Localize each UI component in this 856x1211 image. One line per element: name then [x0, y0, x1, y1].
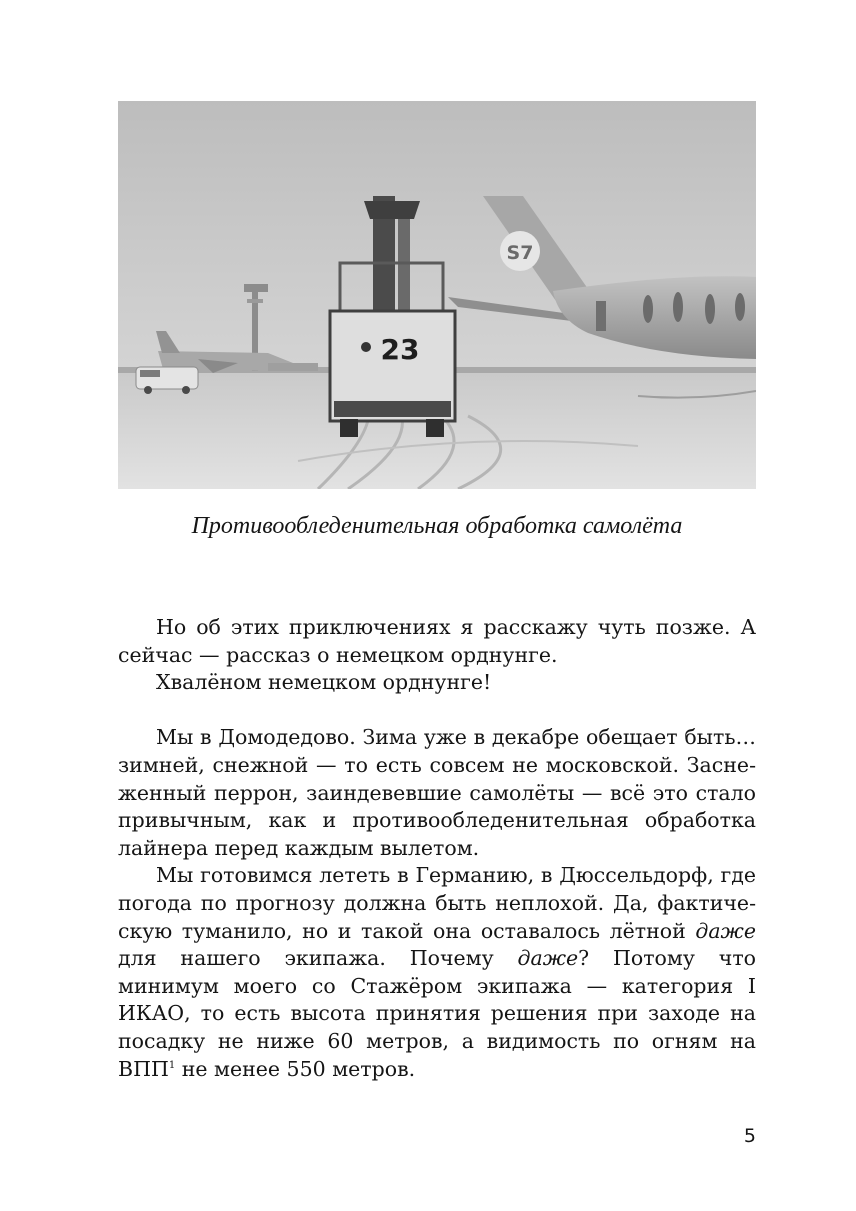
text-run: для нашего экипажа. Почему — [118, 946, 518, 971]
paragraph: Но об этих приключениях я расскажу чуть позже. А сейчас — рассказ о немецком орднунге. — [118, 615, 756, 667]
page-number: 5 — [743, 1125, 756, 1147]
emphasis: даже — [517, 946, 579, 971]
text-run: ? Потому что минимум моего со Стажёром экипажа — категория I ИКАО, то есть высота принятия решения при заходе на посадку не ниже 60 метров, а видимость по огням на ВПП — [118, 946, 756, 1081]
text-run: не менее 550 метров. — [175, 1056, 416, 1081]
deicing-photo — [118, 101, 756, 489]
footnote-marker: 1 — [168, 1059, 176, 1071]
paragraph: Мы в Домодедово. Зима уже в декабре обещает быть… зимней, снежной — то есть совсем не московской. Заснеженный перрон, заиндевевшие самолёты — всё это стало привычным, как и противообледенительная обработка лайнера перед каждым вылетом. — [118, 725, 756, 860]
figure-caption: Противообледенительная обработка самолёта — [191, 513, 683, 539]
text-run: Мы готовимся лететь в Германию, в Дюссельдорф, где погода по прогнозу должна быть неплохой. Да, фактическую туманило, но и такой она оставалось лётной — [118, 863, 756, 943]
tail-logo-text: S7 — [506, 242, 534, 264]
paragraph: Хвалёном немецком орднунге! — [156, 670, 492, 695]
body-text — [118, 614, 756, 1083]
paragraph — [118, 862, 756, 1083]
truck-number-text: 23 — [380, 333, 420, 366]
emphasis: даже — [695, 918, 756, 943]
